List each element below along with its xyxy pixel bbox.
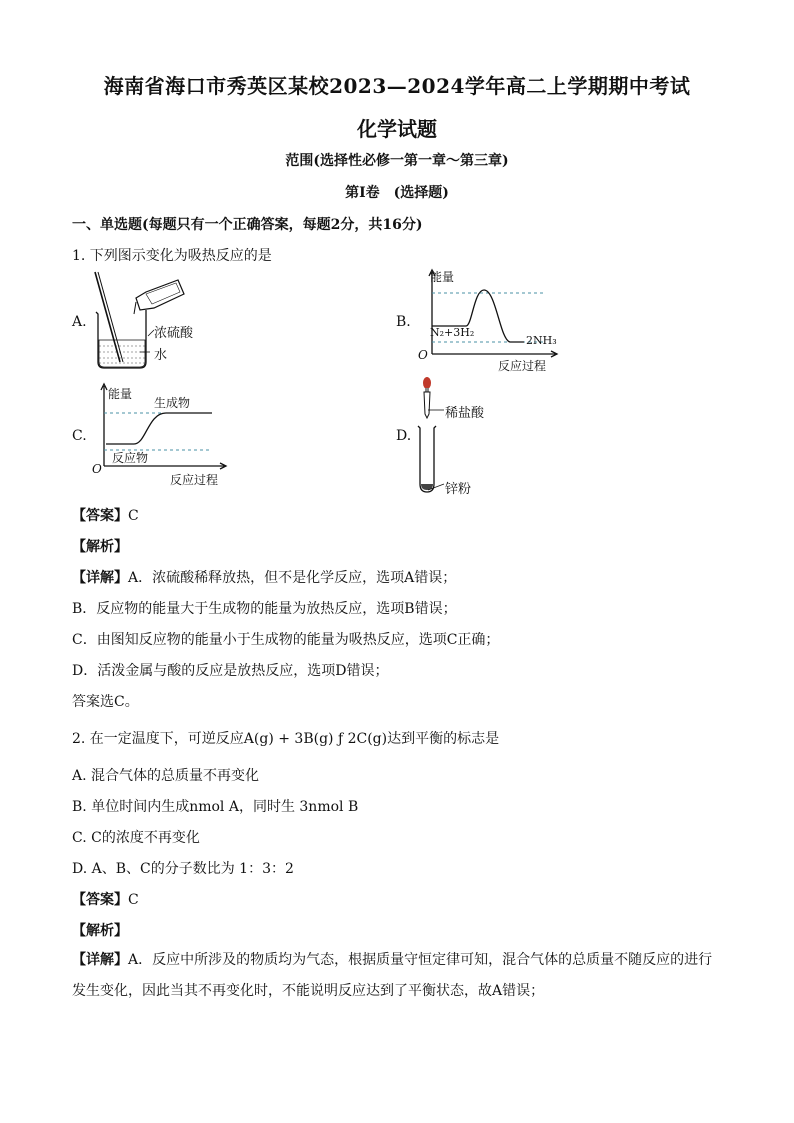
q2-option-d: D. A、B、C的分子数比为 1：3：2	[72, 861, 294, 877]
q1-option-b-label: B.	[396, 314, 411, 330]
detail-tag: 【详解】	[72, 952, 128, 968]
q1-answer	[72, 505, 139, 525]
q2-option-c: C. C的浓度不再变化	[72, 830, 200, 846]
q1-stem: 1. 下列图示变化为吸热反应的是	[72, 248, 272, 264]
answer-value: C	[128, 508, 139, 524]
q1-option-d-reagent-zinc: 锌粉	[445, 482, 472, 497]
q1-option-c-label: C.	[72, 428, 87, 444]
q2-option-b: B. 单位时间内生成nmol A，同时生 3nmol B	[72, 799, 359, 815]
exam-range: 范围(选择性必修一第一章～第三章)	[285, 153, 509, 169]
q1-option-c-ylabel: 能量	[108, 387, 133, 401]
beaker-icon	[96, 310, 146, 368]
answer-value: C	[128, 892, 139, 908]
q1-option-b-reactants: N₂+3H₂	[430, 326, 475, 339]
q1-analysis-tag: 【解析】	[72, 539, 128, 555]
q2-stem: 2. 在一定温度下，可逆反应A(g) + 3B(g) ƒ 2C(g)达到平衡的标志是	[72, 731, 500, 747]
volume-heading: 第Ⅰ卷 (选择题)	[345, 185, 449, 201]
q1-option-b-origin: O	[418, 348, 428, 362]
q1-option-a-reagent-acid: 浓硫酸	[154, 326, 194, 341]
detail-text: A．反应中所涉及的物质均为气态，根据质量守恒定律可知，混合气体的总质量不随反应的进行发生变化，因此当其不再变化时，不能说明反应达到了平衡状态，故A错误；	[72, 952, 713, 999]
q1-option-d-reagent-acid: 稀盐酸	[445, 406, 485, 421]
q1-option-c-origin: O	[92, 462, 102, 476]
q1-detail-line-3: C．由图知反应物的能量小于生成物的能量为吸热反应，选项C正确；	[72, 632, 500, 648]
q2-option-a: A. 混合气体的总质量不再变化	[72, 768, 260, 784]
q1-option-a-label: A.	[72, 314, 87, 330]
q1-option-b-ylabel: 能量	[430, 270, 455, 284]
q1-option-d-label: D.	[396, 428, 412, 444]
reagent-bottle-icon	[134, 280, 184, 314]
q1-option-a-reagent-water: 水	[154, 348, 168, 363]
q1-option-d-leader-lines	[428, 408, 448, 498]
detail-text: A．浓硫酸稀释放热，但不是化学反应，选项A错误；	[128, 570, 457, 586]
document-title: 海南省海口市秀英区某校2023—2024学年高二上学期期中考试	[103, 74, 691, 98]
q2-analysis-tag: 【解析】	[72, 923, 128, 939]
q1-option-b-products: 2NH₃	[526, 334, 557, 347]
q1-detail-line-1	[72, 567, 456, 587]
q1-option-c-reactants: 反应物	[112, 451, 149, 465]
answer-tag: 【答案】	[72, 508, 128, 524]
q1-detail-line-2: B．反应物的能量大于生成物的能量为放热反应，选项B错误；	[72, 601, 457, 617]
q1-detail-line-5: 答案选C。	[72, 694, 139, 710]
detail-tag: 【详解】	[72, 570, 128, 586]
q1-option-c-xlabel: 反应过程	[170, 473, 219, 487]
section-heading: 一、单选题(每题只有一个正确答案，每题2分，共16分)	[72, 217, 423, 233]
q1-option-c-products: 生成物	[154, 396, 191, 410]
q2-answer	[72, 889, 139, 909]
q2-detail	[72, 945, 722, 1007]
q1-detail-line-4: D．活泼金属与酸的反应是放热反应，选项D错误；	[72, 663, 389, 679]
q1-option-b-xlabel: 反应过程	[498, 359, 547, 373]
answer-tag: 【答案】	[72, 892, 128, 908]
document-subtitle: 化学试题	[357, 117, 437, 141]
